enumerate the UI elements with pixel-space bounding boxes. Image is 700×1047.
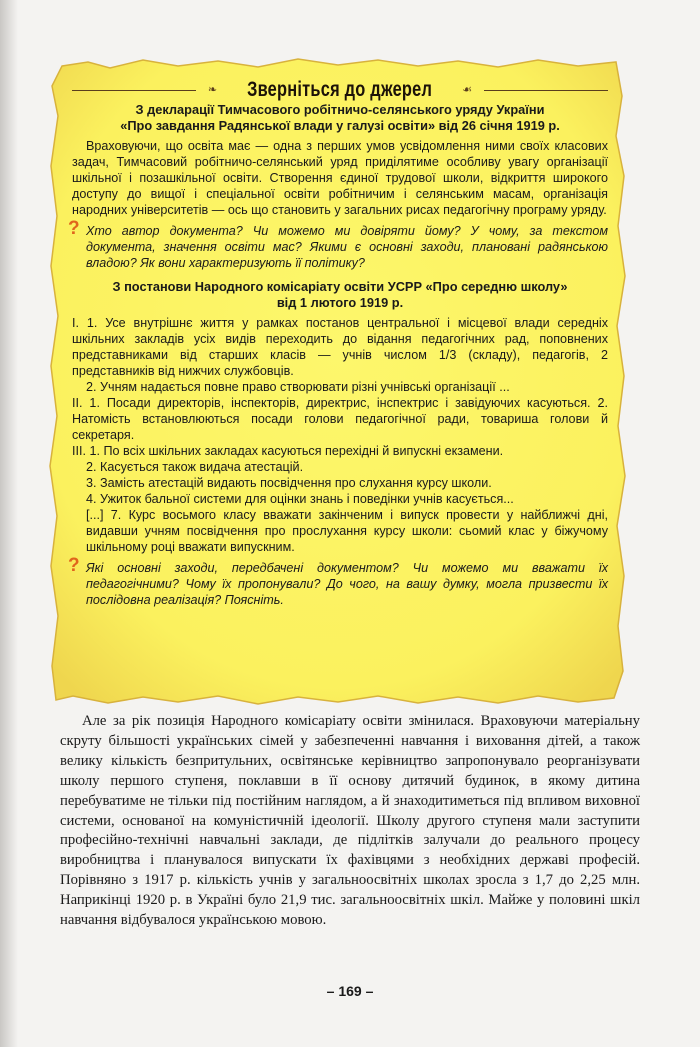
question-mark-icon: ? [68, 218, 80, 239]
ornament-icon: ❧ [207, 84, 218, 96]
list-item: І. 1. Усе внутрішнє життя у рамках постанов центральної і місцевої влади середніх шкільних закладів усіх видів переходить до відання педагогічних рад, поповнених представниками від старших класів — учнів числом 1/3 (складу), педагогів, 2 представників від нижчих службовців. [72, 316, 608, 378]
header-rule-right [484, 90, 608, 91]
box-title: Зверніться до джерел [247, 78, 433, 101]
source1-title: З декларації Тимчасового робітничо-селянського уряду України «Про завдання Радянської влади у галузі освіти» від 26 січня 1919 р. [120, 102, 560, 133]
list-item: 2. Учням надається повне право створювати різні учнівські організації ... [86, 380, 510, 394]
source1-text: Враховуючи, що освіта має — одна з перших умов усвідомлення ними своїх класових задач, Тимчасовий робітничо-селянський уряд приділятиме особливу увагу організації шкільної і позашкільної освіти. Створення єдиної трудової школи, відкриття широкого доступу до вищої і спеціальної освіти робітничим і селянським масам, організація народних університетів — ось що становить у загальних рисах педагогічну програму уряду. [72, 139, 608, 217]
list-item: 3. Замість атестацій видають посвідчення про слухання курсу школи. [86, 476, 492, 490]
header-rule-left [72, 90, 196, 91]
source-box [48, 56, 628, 706]
source2-question: ? Які основні заходи, передбачені документом? Чи можемо ми вважати їх педагогічними? Чому їх пропонували? До чого, на вашу думку, могла призвести їх послідовна реалізація? Поясніть. [68, 555, 608, 607]
question-mark-icon: ? [68, 555, 80, 576]
ornament-icon: ☙ [462, 84, 473, 96]
source1-question: ? Хто автор документа? Чи можемо ми довіряти йому? У чому, за текстом документа, значення освіти мас? Якими є основні заходи, плановані радянською владою? Як вони характеризують її політику? [68, 218, 608, 270]
source2-title: З постанови Народного комісаріату освіти УСРР «Про середню школу» від 1 лютого 1919 р. [112, 279, 568, 310]
page-number: – 169 – [326, 983, 374, 999]
list-item: [...] 7. Курс восьмого класу вважати закінченим і випуск провести у найближчі дні, видавши учням посвідчення про прослухання курсу школи: сьомий клас у біжучому шкільному році вважати випускним. [86, 508, 608, 554]
list-item: ІІ. 1. Посади директорів, інспекторів, директрис, інспектрис і завідуючих касуються. 2. Натомість встановлюються посади голови педагогічної ради, товариша голови й секретаря. [72, 396, 608, 442]
box-header [72, 78, 608, 101]
list-item: ІІІ. 1. По всіх шкільних закладах касуються перехідні й випускні екзамени. [72, 444, 504, 458]
list-item: 2. Касується також видача атестацій. [86, 460, 304, 474]
page-edge-shadow [0, 0, 18, 1047]
body-text [60, 712, 640, 931]
list-item: 4. Ужиток бальної системи для оцінки знань і поведінки учнів касується... [86, 492, 514, 506]
body-paragraph: Але за рік позиція Народного комісаріату освіти змінилася. Враховуючи матеріальну скруту більшості українських сімей у забезпеченні навчання і виховання дітей, а також велику кількість безпритульних, освітянське керівництво запропонувало реорганізувати школу першого ступеня, поклавши в її основу дитячий будинок, в якому дитина перебуватиме не тільки під постійним наглядом, а й знаходитиметься під впливом виховної системи, основаної на комуністичній ідеології. Школу другого ступеня мали заступити професійно-технічні навчальні заклади, де підлітків залучали до реального процесу виробництва і планувалося випускати їх фахівцями з необхідних державі професій. Порівняно з 1917 р. кількість учнів у загальноосвітніх школах зросла з 1,7 до 2,25 млн. Наприкінці 1920 р. в Україні було 21,9 тис. загальноосвітніх шкіл. Майже у половині шкіл навчання відбувалося українською мовою. [60, 713, 640, 929]
